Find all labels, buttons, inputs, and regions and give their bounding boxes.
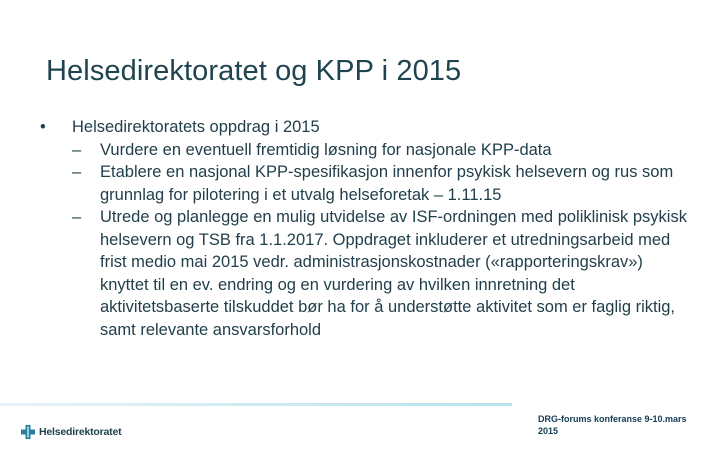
footer-conference [538, 413, 687, 437]
bullet-item [40, 116, 690, 139]
bullet-marker: • [40, 118, 46, 136]
dash-marker: – [72, 163, 82, 181]
helsedirektoratet-logo [20, 424, 121, 440]
conference-line-2: 2015 [538, 426, 559, 436]
helsedirektoratet-logo-icon [20, 424, 36, 440]
sub-bullet-text: Utrede og planlegge en mulig utvidelse av ISF-ordningen med poliklinisk psykisk helsevern og TSB fra 1.1.2017. Oppdraget inkluderer et utredningsarbeid med frist medio mai 2015 vedr. administrasjonskostnader («rapporteringskrav») knyttet til en ev. endring og en vurdering av hvilken innretning det aktivitetsbaserte tilskuddet bør ha for å understøtte aktivitet som er faglig riktig, samt relevante ansvarsforhold [100, 208, 687, 339]
sub-bullet-item [72, 139, 690, 162]
footer-divider [0, 403, 512, 406]
bullet-text: Helsedirektoratets oppdrag i 2015 [72, 118, 320, 136]
sub-bullet-text: Etablere en nasjonal KPP-spesifikasjon innenfor psykisk helsevern og rus som grunnlag for pilotering i et utvalg helseforetak – 1.11.15 [100, 163, 674, 204]
sub-bullet-text: Vurdere en eventuell fremtidig løsning for nasjonale KPP-data [100, 140, 552, 159]
dash-marker: – [72, 140, 82, 159]
sub-bullet-item [72, 161, 690, 206]
slide-content [40, 116, 690, 341]
slide-title: Helsedirektoratet og KPP i 2015 [46, 55, 462, 87]
logo-text: Helsedirektoratet [39, 426, 122, 438]
dash-marker: – [72, 208, 82, 226]
sub-bullet-item [72, 206, 690, 341]
conference-line-1: DRG-forums konferanse 9-10.mars [538, 414, 687, 424]
